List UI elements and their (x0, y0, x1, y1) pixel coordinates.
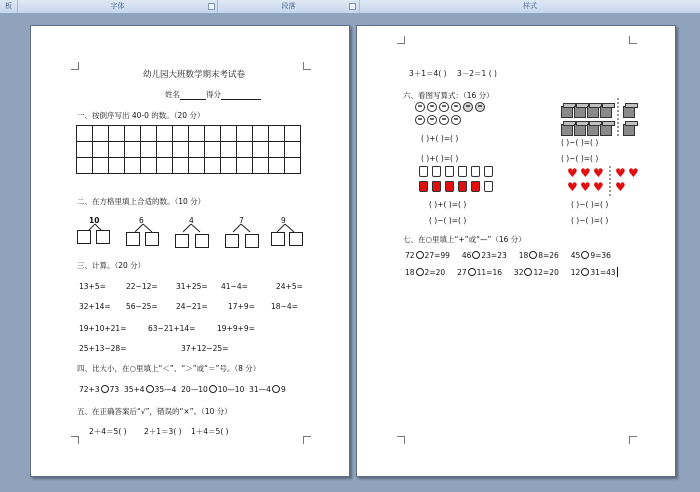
answer-box[interactable] (175, 234, 189, 248)
operand: 18 (518, 251, 529, 260)
operand: 12 (570, 268, 581, 277)
smiley-face-icon (427, 102, 437, 112)
cube-icon (561, 106, 573, 118)
answer-circle[interactable] (581, 251, 589, 259)
equation-blank[interactable]: ( )+( )=( ) (429, 200, 467, 209)
smiley-face-icon (463, 102, 473, 112)
cup-icon (458, 166, 467, 177)
text-cursor (617, 267, 618, 277)
compare-right: 35—4 (154, 385, 177, 394)
ribbon-group-label: 板 (5, 2, 12, 10)
answer-box[interactable] (195, 234, 209, 248)
compare-row (79, 385, 286, 394)
crop-mark (629, 36, 637, 44)
smiley-face-icon (451, 115, 461, 125)
cup-icon (432, 181, 441, 192)
equation-blank[interactable]: ( )+( )=( ) (421, 134, 459, 143)
answer-circle[interactable] (209, 385, 217, 393)
answer-circle[interactable] (529, 251, 537, 259)
calc-item: 56−25= (126, 302, 158, 311)
cube-icon (587, 106, 599, 118)
calc-item: 13+5= (79, 282, 106, 291)
split-number: 4 (189, 216, 194, 225)
operand: 9=36 (590, 251, 611, 260)
cup-icon (445, 166, 454, 177)
question-7-heading: 七、在○里填上“+”或“—”（16 分） (403, 235, 526, 244)
answer-circle[interactable] (416, 251, 424, 259)
question-5-heading: 五、在正确答案后“√”，错误的“×”。（10 分） (77, 407, 232, 416)
cup-icon (432, 166, 441, 177)
compare-left: 72+3 (79, 385, 100, 394)
ribbon-group-label: 段落 (281, 2, 296, 10)
heart-icon: ♥ (580, 180, 591, 194)
operand: 45 (570, 251, 581, 260)
cup-icon (458, 181, 467, 192)
calc-item: 18−4= (271, 302, 298, 311)
answer-box[interactable] (126, 232, 140, 246)
answer-circle[interactable] (272, 385, 280, 393)
cube-icon (623, 106, 635, 118)
answer-circle[interactable] (101, 385, 109, 393)
equation-blank[interactable]: ( )+( )=( ) (421, 154, 459, 163)
cup-icon (484, 181, 493, 192)
calc-item: 19+9+9= (217, 324, 255, 333)
calc-item: 24−21= (176, 302, 208, 311)
calc-item: 63−21+14= (148, 324, 196, 333)
document-page-2[interactable] (356, 25, 676, 477)
crop-mark (397, 36, 405, 44)
calc-item: 32+14= (79, 302, 111, 311)
crop-mark (629, 436, 637, 444)
heart-icon: ♥ (593, 166, 604, 180)
ribbon-group-styles (360, 0, 700, 13)
heart-icon: ♥ (615, 180, 626, 194)
answer-box[interactable] (271, 232, 285, 246)
cup-icon (471, 181, 480, 192)
operand: 11=16 (476, 268, 502, 277)
calc-item: 22−12= (126, 282, 158, 291)
crop-mark (71, 436, 79, 444)
operand: 72 (405, 251, 415, 260)
calc-item: 17+9= (228, 302, 255, 311)
font-dialog-launcher-icon[interactable] (208, 3, 215, 10)
cup-icon (419, 181, 428, 192)
cup-icon (419, 166, 428, 177)
judge-item: 2＋1＝3( ) (144, 427, 182, 436)
ribbon-group-label: 样式 (523, 2, 537, 10)
smiley-face-icon (439, 115, 449, 125)
cup-icon (445, 181, 454, 192)
cube-icon (600, 106, 612, 118)
split-number: 10 (89, 216, 100, 225)
operand: 2=20 (424, 268, 446, 277)
crop-mark (303, 436, 311, 444)
name-label: 姓名 (165, 90, 180, 99)
name-blank[interactable] (180, 92, 206, 100)
compare-left: 31—4 (249, 385, 271, 394)
sign-row (405, 267, 618, 277)
ribbon-group-font (18, 0, 218, 13)
divider-line (617, 98, 619, 138)
answer-box[interactable] (96, 230, 110, 244)
sign-row (405, 251, 611, 260)
divider-line (609, 166, 611, 196)
smiley-face-icon (415, 115, 425, 125)
judge-item: 3＋1＝4( ) (409, 69, 447, 78)
smiley-face-icon (439, 102, 449, 112)
operand: 32 (513, 268, 524, 277)
operand: 18 (405, 268, 415, 277)
ribbon-group-label: 字体 (110, 2, 125, 10)
score-label: 得分 (206, 90, 221, 99)
score-blank[interactable] (221, 92, 261, 100)
ribbon-group-labels (0, 0, 700, 14)
question-3-heading: 三、计算。（20 分） (77, 261, 146, 270)
question-6-heading: 六、看图写算式：（16 分） (403, 91, 494, 100)
compare-right: 73 (109, 385, 120, 394)
heart-icon: ♥ (567, 166, 578, 180)
crop-mark (303, 62, 311, 70)
answer-circle[interactable] (581, 268, 589, 276)
answer-box[interactable] (77, 230, 91, 244)
split-number: 7 (239, 216, 244, 225)
cup-icon (484, 166, 493, 177)
answer-box[interactable] (225, 234, 239, 248)
compare-left: 35+4 (123, 385, 145, 394)
judge-item: 2＋4＝5( ) (89, 427, 127, 436)
paragraph-dialog-launcher-icon[interactable] (349, 3, 356, 10)
answer-circle[interactable] (146, 385, 154, 393)
split-number: 6 (139, 216, 144, 225)
cube-icon (587, 124, 599, 136)
calc-item: 25+13−28= (79, 344, 127, 353)
compare-right: 9 (280, 385, 286, 394)
calc-item: 19+10+21= (79, 324, 127, 333)
answer-circle[interactable] (416, 268, 424, 276)
document-page-1[interactable] (30, 25, 350, 477)
calc-item: 41−4= (221, 282, 248, 291)
answer-box[interactable] (289, 232, 303, 246)
answer-box[interactable] (245, 234, 259, 248)
split-number: 9 (281, 216, 286, 225)
cube-icon (623, 124, 635, 136)
crop-mark (397, 436, 405, 444)
answer-grid[interactable] (76, 125, 301, 174)
heart-icon: ♥ (567, 180, 578, 194)
crop-mark (71, 62, 79, 70)
ribbon-group-paragraph (218, 0, 360, 13)
exam-title: 幼儿园大班数学期末考试卷 (143, 70, 246, 80)
calc-item: 24+5= (276, 282, 303, 291)
equation-blank[interactable]: ( )−( )=( ) (561, 154, 599, 163)
ribbon-group-clipboard (0, 0, 18, 13)
operand: 27 (457, 268, 467, 277)
equation-blank[interactable]: ( )−( )=( ) (429, 216, 467, 225)
answer-box[interactable] (145, 232, 159, 246)
heart-icon: ♥ (593, 180, 604, 194)
judge-item: 1＋4＝5( ) (191, 427, 229, 436)
question-1-heading: 一、按倒序写出 40-0 的数。（20 分） (77, 111, 205, 120)
equation-blank[interactable]: ( )−( )=( ) (571, 216, 609, 225)
answer-circle[interactable] (468, 268, 476, 276)
smiley-face-icon (475, 102, 485, 112)
smiley-face-icon (451, 102, 461, 112)
operand: 31=43 (590, 268, 616, 277)
equation-blank[interactable]: ( )−( )=( ) (571, 200, 609, 209)
answer-circle[interactable] (472, 251, 480, 259)
operand: 46 (461, 251, 472, 260)
judge-item: 3－2＝1 ( ) (457, 69, 497, 78)
question-4-heading: 四、比大小，在○里填上“＜”、“＞”或“＝”号。（8 分） (77, 364, 261, 373)
cube-icon (600, 124, 612, 136)
operand: 27=99 (424, 251, 450, 260)
heart-icon: ♥ (580, 166, 591, 180)
calc-item: 37+12−25= (181, 344, 229, 353)
calc-item: 31+25= (176, 282, 208, 291)
heart-icon: ♥ (615, 166, 626, 180)
cup-icon (471, 166, 480, 177)
answer-circle[interactable] (524, 268, 532, 276)
smiley-face-icon (415, 102, 425, 112)
operand: 23=23 (481, 251, 507, 260)
question-2-heading: 二、在方格里填上合适的数。（10 分） (77, 197, 206, 206)
operand: 12=20 (533, 268, 559, 277)
equation-blank[interactable]: ( )−( )=( ) (561, 138, 599, 147)
cube-icon (574, 106, 586, 118)
cube-icon (574, 124, 586, 136)
name-score-line (165, 89, 261, 100)
smiley-face-icon (427, 115, 437, 125)
compare-right: 10—10 (217, 385, 245, 394)
compare-left: 20—10 (181, 385, 208, 394)
cube-icon (561, 124, 573, 136)
heart-icon: ♥ (628, 166, 639, 180)
operand: 8=26 (538, 251, 559, 260)
